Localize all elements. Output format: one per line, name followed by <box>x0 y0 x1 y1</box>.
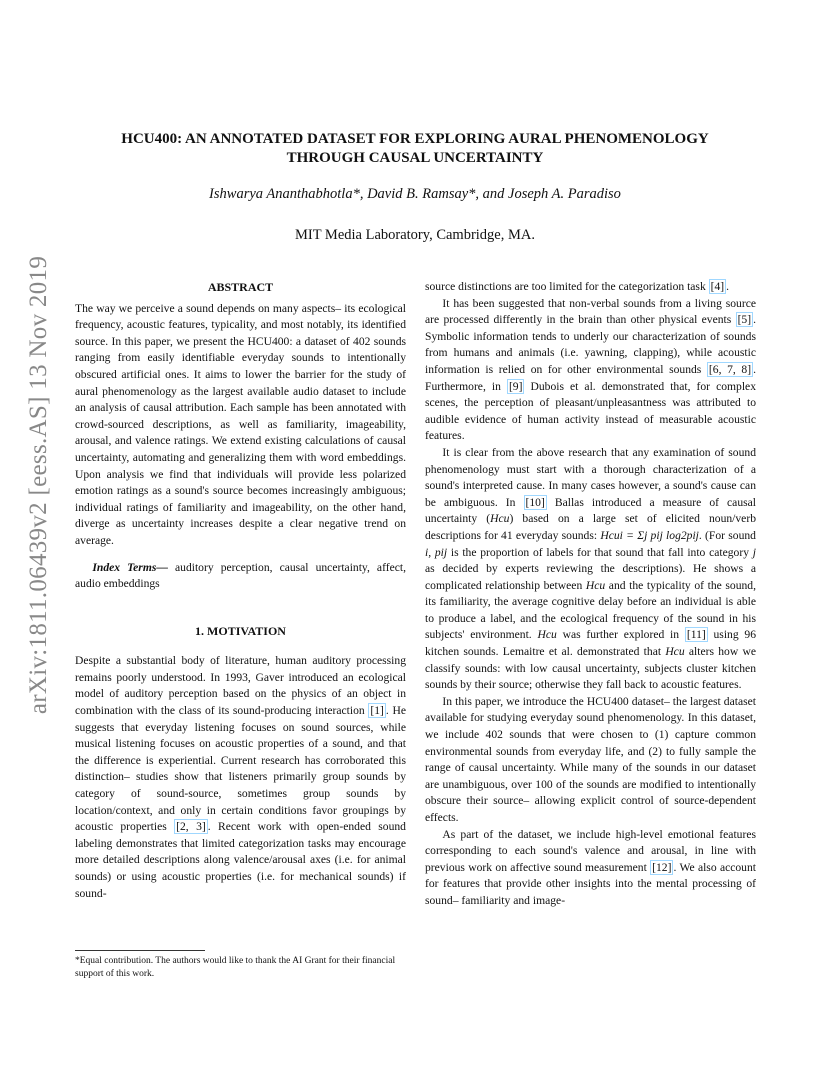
left-column <box>75 279 406 902</box>
index-terms-label: Index Terms— <box>92 560 168 574</box>
abstract-heading: ABSTRACT <box>207 280 274 294</box>
citation-link[interactable]: [11] <box>686 628 706 642</box>
citation-link[interactable]: [6, 7, 8] <box>708 362 752 376</box>
title-line-2: THROUGH CAUSAL UNCERTAINTY <box>286 150 544 166</box>
footnote: *Equal contribution. The authors would like to thank the AI Grant for their financial support of this work. <box>75 956 396 979</box>
citation-link[interactable]: [10] <box>525 495 545 509</box>
math-equation: Hcui = Σj pij log2pij <box>600 528 699 542</box>
citation-link[interactable]: [2, 3] <box>176 820 206 834</box>
math-variable: i, pij <box>425 545 448 559</box>
math-hcu: Hcu <box>490 512 510 526</box>
section-heading-motivation: 1. MOTIVATION <box>195 623 286 638</box>
affiliation: MIT Media Laboratory, Cambridge, MA. <box>294 227 535 243</box>
citation-link[interactable]: [4] <box>710 280 725 293</box>
paragraph-emotional-features: As part of the dataset, we include high-level emotional features corresponding to each sound's valence and arousal, in line with previous work on affective sound measurement [12] . We also account for features that provide other insights into the mental processing of sound– familiarity and image- <box>425 827 756 907</box>
paragraph-living-sources: It has been suggested that non-verbal sounds from a living source are processed differently in the brain than other physical events [5] . Symbolic information tends to underly our characterization of sounds from humans and animals (i.e. yawning, clapping), while acoustic information is relied on for other environmental sounds [6, 7, 8] . Furthermore, in [9] Dubois et al. demonstrated that, for complex scenes, the perception of pleasant/unpleasantness was attributed to audible evidence of human activity instead of measurable acoustic features. <box>425 296 756 443</box>
paragraph-introduce-dataset: In this paper, we introduce the HCU400 dataset– the largest dataset available for studying everyday sound phenomenology. In this dataset, we include 402 sounds that were chosen to (1) capture common environmental sounds from everyday life, and (2) to fully sample the range of causal uncertainty. While many of the sounds in our dataset are unambiguous, over 100 of the sounds are modified to intentionally obscure their source– allowing explicit control of source-dependent effects. <box>425 694 756 824</box>
arxiv-identifier: arXiv:1811.06439v2 [eess.AS] 13 Nov 2019 <box>25 255 53 715</box>
abstract-text: The way we perceive a sound depends on many aspects– its ecological frequency, acoustic features, typicality, and most notably, its identified source. In this paper, we present the HCU400: a dataset of 402 sounds ranging from easily identifiable everyday sounds to intentionally obscured artificial ones. It aims to lower the barrier for the study of aural phenomenology as the largest available audio dataset to include an analysis of causal attribution. Each sample has been annotated with crowd-sourced descriptions, as well as familiarity, imageability, arousal, and valence ratings. We extend existing calculations of causal uncertainty, automating and generalizing them with word embeddings. Upon analysis we find that individuals will provide less polarized emotion ratings as a sound's source becomes increasingly ambiguous; individual ratings of familiarity and imageability, on the other hand, diverge as uncertainty increases despite a clear negative trend on average. <box>75 301 406 547</box>
math-variable: j <box>752 545 756 559</box>
citation-link[interactable]: [1] <box>370 704 384 718</box>
math-hcu: Hcu <box>585 578 606 592</box>
citation-link[interactable]: [5] <box>737 313 752 327</box>
arxiv-side-stamp <box>18 255 60 715</box>
right-column <box>425 279 756 910</box>
paragraph-continuation: source distinctions are too limited for the categorization task [4] . <box>425 280 730 293</box>
index-terms-list: auditory perception, causal uncertainty, affect, audio embeddings <box>75 560 406 591</box>
citation-link[interactable]: [12] <box>652 860 672 874</box>
index-terms <box>75 560 406 593</box>
math-hcu: Hcu <box>537 628 557 642</box>
footnote-rule <box>75 950 205 951</box>
author-list: Ishwarya Ananthabhotla*, David B. Ramsay*, and Joseph A. Paradiso <box>209 186 621 202</box>
math-hcu: Hcu <box>665 645 685 659</box>
paper-title <box>80 130 750 168</box>
motivation-paragraph: Despite a substantial body of literature, human auditory processing remains poorly understood. In 1993, Gaver introduced an ecological model of auditory perception based on the physics of an object in combination with the class of its sound-producing interaction [1] . He suggests that everyday listening focuses on sound sources, while musical listening focuses on acoustic properties of a sound, and that the difference is experiential. Current research has corroborated this distinction– studies show that listeners primarily group sounds by category of sound-source, sometimes group sounds by location/context, and only in certain conditions favor groupings by acoustic properties [2, 3] . Recent work with open-ended sound labeling demonstrates that limited categorization tasks may encourage more detailed descriptions along valence/arousal axes (i.e. for animal sounds) or using acoustic properties (i.e. for mechanical sounds) if sound- <box>75 654 406 900</box>
citation-link[interactable]: [9] <box>508 379 523 393</box>
paragraph-causal-uncertainty: It is clear from the above research that any examination of sound phenomenology must start with a thorough characterization of a sound's interpreted cause. In many cases however, a sound's cause can be ambiguous. In [10] Ballas introduced a measure of causal uncertainty (Hcu) based on a large set of elicited noun/verb descriptions for 41 everyday sounds: Hcui = Σj pij log2pij. (For sound i, pij is the proportion of labels for that sound that fall into category j as decided by experts reviewing the descriptions). He shows a complicated relationship between Hcu and the typicality of the sound, its familiarity, the average cognitive delay before an individual is able to produce a label, and the ecological frequency of the sound in his subjects' environment. Hcu was further explored in [11] using 96 kitchen sounds. Lemaitre et al. demonstrated that Hcu alters how we classify sounds: with low causal uncertainty, subjects cluster kitchen sounds by their source; otherwise they fall back to acoustic features. <box>425 445 756 692</box>
title-line-1: HCU400: AN ANNOTATED DATASET FOR EXPLORING AURAL PHENOMENOLOGY <box>121 131 709 147</box>
